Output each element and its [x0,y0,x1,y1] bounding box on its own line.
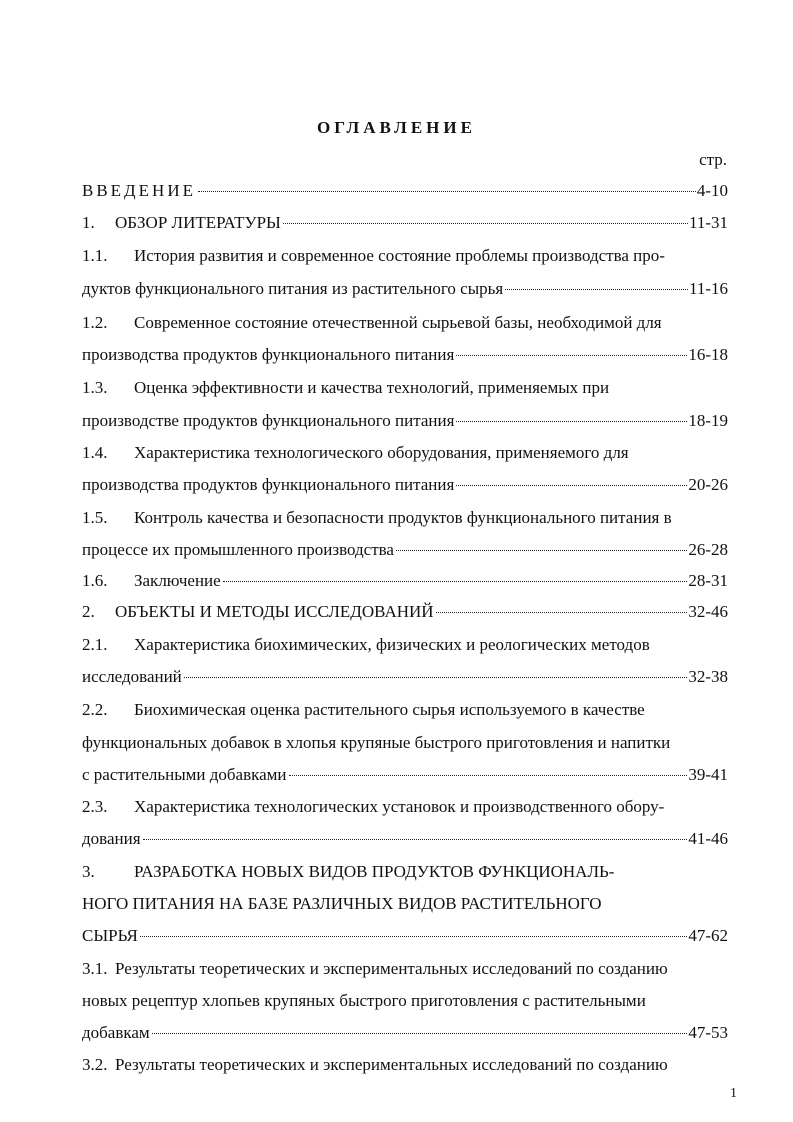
toc-entry-3-cont [82,894,728,920]
toc-entry-1-5-cont [82,540,728,566]
page-number: 1 [730,1086,737,1101]
toc-entry-text: Биохимическая оценка растительного сырья используемого в качестве [134,700,645,719]
toc-entry-1-4-cont [82,475,728,501]
toc-entry-text: ОБЪЕКТЫ И МЕТОДЫ ИССЛЕДОВАНИЙ [115,602,434,621]
toc-page-range: 47-53 [688,1023,728,1042]
toc-entry-3-cont2 [82,926,728,952]
toc-entry-text: добавкам [82,1023,150,1042]
toc-entry-text: производстве продуктов функционального питания [82,411,455,430]
toc-entry-text: Контроль качества и безопасности продуктов функционального питания в [134,508,672,527]
toc-entry-2-2-cont [82,733,728,759]
toc-entry-text: СЫРЬЯ [82,926,138,945]
dot-leader [198,190,696,192]
toc-entry-text: дуктов функционального питания из растительного сырья [82,279,504,298]
toc-entry-text: Современное состояние отечественной сырьевой базы, необходимой для [134,313,662,332]
dot-leader [152,1032,688,1034]
toc-entry-number: 1.4. [82,443,108,462]
toc-entry-number: 3.1. [82,959,108,978]
toc-entry-1-6[interactable] [82,571,728,597]
toc-entry-text: Результаты теоретических и экспериментальных исследований по созданию [115,959,668,978]
toc-page-range: 32-38 [688,667,728,686]
toc-entry-text: исследований [82,667,182,686]
dot-leader [140,935,688,937]
toc-entry-3[interactable] [82,862,728,888]
toc-entry-number: 2.3. [82,797,108,816]
toc-page-range: 11-31 [688,213,728,232]
dot-leader [505,288,688,290]
dot-leader [184,676,688,678]
toc-entry-number: 1. [82,213,95,232]
toc-page-range: 39-41 [688,765,728,784]
toc-entry-number: 2. [82,602,95,621]
toc-entry-2-2[interactable] [82,700,728,726]
toc-entry-text: НОГО ПИТАНИЯ НА БАЗЕ РАЗЛИЧНЫХ ВИДОВ РАСТИТЕЛЬНОГО [82,894,602,913]
toc-entry-3-1-cont [82,991,728,1017]
toc-entry-text: РАЗРАБОТКА НОВЫХ ВИДОВ ПРОДУКТОВ ФУНКЦИОНАЛЬ- [134,862,615,881]
toc-page-range: 47-62 [688,926,728,945]
dot-leader [223,580,688,582]
toc-entry-text: производства продуктов функционального питания [82,345,455,364]
toc-entry-2-1-cont [82,667,728,693]
dot-leader [456,484,687,486]
toc-entry-number: 1.2. [82,313,108,332]
toc-page-range: 11-16 [688,279,728,298]
toc-entry-3-1-cont2 [82,1023,728,1049]
toc-entry-text: Оценка эффективности и качества технологий, применяемых при [134,378,610,397]
toc-entry-text: Характеристика технологических установок и производственного обору- [134,797,665,816]
toc-entry-1-3[interactable] [82,378,728,404]
toc-entry-text: процессе их промышленного производства [82,540,394,559]
toc-entry-2-1[interactable] [82,635,728,661]
dot-leader [289,774,688,776]
toc-entry-2-3-cont [82,829,728,855]
toc-page-range: 32-46 [688,602,728,621]
dot-leader [283,222,688,224]
toc-entry-intro[interactable] [82,181,728,207]
toc-entry-number: 1.6. [82,571,108,590]
toc-entry-text: производства продуктов функционального питания [82,475,455,494]
toc-page-range: 41-46 [688,829,728,848]
toc-entry-number: 1.3. [82,378,108,397]
toc-entry-text: ВВЕДЕНИЕ [82,181,196,200]
toc-entry-text: Результаты теоретических и экспериментальных исследований по созданию [115,1055,668,1074]
toc-entry-number: 2.2. [82,700,108,719]
toc-entry-2-3[interactable] [82,797,728,823]
toc-entry-text: Характеристика технологического оборудования, применяемого для [134,443,629,462]
toc-entry-1-2-cont [82,345,728,371]
toc-entry-1-4[interactable] [82,443,728,469]
toc-entry-number: 3.2. [82,1055,108,1074]
toc-entry-1-2[interactable] [82,313,728,339]
toc-entry-number: 3. [82,862,95,881]
toc-entry-text: дования [82,829,141,848]
toc-page-range: 26-28 [688,540,728,559]
toc-entry-text: Характеристика биохимических, физических и реологических методов [134,635,650,654]
page-column-label: стр. [699,150,727,169]
toc-page-range: 4-10 [696,181,728,200]
toc-entry-text: Заключение [134,571,221,590]
toc-entry-1-1-cont [82,279,728,305]
dot-leader [436,611,688,613]
toc-entry-text: новых рецептур хлопьев крупяных быстрого приготовления с растительными [82,991,646,1010]
dot-leader [456,420,687,422]
toc-entry-number: 1.1. [82,246,108,265]
toc-entry-text: с растительными добавками [82,765,287,784]
toc-entry-2[interactable] [82,602,728,628]
toc-entry-3-1[interactable] [82,959,728,985]
toc-entry-2-2-cont2 [82,765,728,791]
page-title: ОГЛАВЛЕНИЕ [317,118,476,137]
toc-entry-1-1[interactable] [82,246,728,272]
toc-page-range: 28-31 [688,571,728,590]
toc-entry-1-3-cont [82,411,728,437]
toc-page-range: 20-26 [688,475,728,494]
toc-entry-text: функциональных добавок в хлопья крупяные быстрого приготовления и напитки [82,733,671,752]
toc-entry-1[interactable] [82,213,728,239]
toc-entry-number: 2.1. [82,635,108,654]
dot-leader [396,549,687,551]
toc-page-range: 16-18 [688,345,728,364]
dot-leader [143,838,688,840]
toc-entry-text: ОБЗОР ЛИТЕРАТУРЫ [115,213,281,232]
toc-entry-number: 1.5. [82,508,108,527]
dot-leader [456,354,687,356]
toc-page-range: 18-19 [688,411,728,430]
toc-entry-text: История развития и современное состояние проблемы производства про- [134,246,665,265]
toc-entry-1-5[interactable] [82,508,728,534]
toc-entry-3-2[interactable] [82,1055,728,1081]
